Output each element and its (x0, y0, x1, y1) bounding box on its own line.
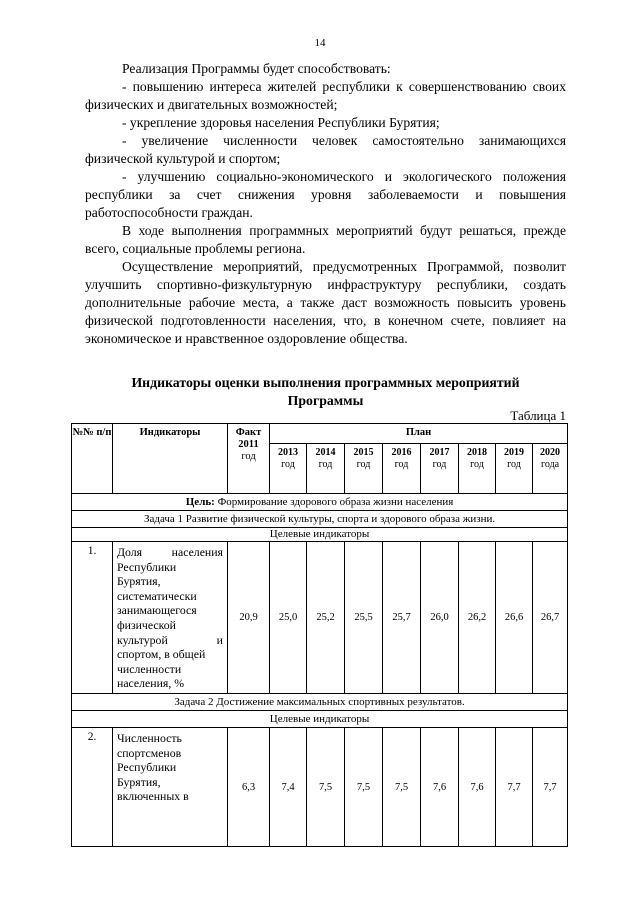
value-cell: 7,6 (459, 728, 496, 847)
header-year: 2020 года (533, 444, 568, 494)
value-cell: 25,5 (345, 542, 383, 694)
targets-row: Целевые индикаторы (72, 711, 568, 728)
value-cell: 7,6 (421, 728, 459, 847)
indicator-cell: Доля населения Республики Бурятия, систематически занимающегося физической культурой и спортом, в общей численности населения, % (113, 542, 228, 694)
value-cell: 7,7 (533, 728, 568, 847)
paragraph: - укрепление здоровья населения Республики Бурятия; (122, 115, 440, 130)
value-cell: 26,2 (459, 542, 496, 694)
value-cell: 7,5 (307, 728, 345, 847)
header-year: 2015 год (345, 444, 383, 494)
value-cell: 7,4 (270, 728, 307, 847)
table-title-line: Индикаторы оценки выполнения программных мероприятий (131, 375, 520, 390)
paragraph: Осуществление мероприятий, предусмотренных Программой, позволит улучшить спортивно-физкультурную инфраструктуру республики, создать дополнительные рабочие места, а также даст возможность повысить уровень физической подготовленности населения, что, в конечном счете, повлияет на экономическое и нравственное оздоровление общества. (85, 259, 566, 346)
value-cell: 26,6 (496, 542, 533, 694)
header-year: 2019 год (496, 444, 533, 494)
table-number: Таблица 1 (510, 408, 566, 423)
value-cell: 26,7 (533, 542, 568, 694)
paragraph: В ходе выполнения программных мероприятий будут решаться, прежде всего, социальные проблемы региона. (85, 223, 566, 256)
header-year: 2018 год (459, 444, 496, 494)
value-cell: 7,5 (345, 728, 383, 847)
value-cell: 20,9 (228, 542, 270, 694)
table-title (85, 374, 566, 410)
body-text (85, 60, 566, 348)
header-fact: Факт 2011 год (228, 424, 270, 494)
value-cell: 25,2 (307, 542, 345, 694)
row-number: 2. (72, 728, 113, 847)
goal-row: Цель: Формирование здорового образа жизни населения (72, 494, 568, 511)
row-number: 1. (72, 542, 113, 694)
paragraph: - увеличение численности человек самостоятельно занимающихся физической культурой и спортом; (85, 133, 566, 166)
indicators-table (71, 423, 568, 847)
indicator-cell: Численность спортсменов Республики Бурятия, включенных в (113, 728, 228, 847)
task-row: Задача 2 Достижение максимальных спортивных результатов. (72, 694, 568, 711)
value-cell: 25,7 (383, 542, 421, 694)
paragraph: Реализация Программы будет способствовать: (122, 61, 391, 76)
paragraph: - улучшению социально-экономического и экологического положения республики за счет снижения уровня заболеваемости и повышения работоспособности граждан. (85, 169, 566, 220)
task-row: Задача 1 Развитие физической культуры, спорта и здорового образа жизни. (72, 511, 568, 528)
value-cell: 26,0 (421, 542, 459, 694)
value-cell: 25,0 (270, 542, 307, 694)
header-num: №№ п/п (72, 424, 113, 494)
header-plan: План (270, 424, 568, 444)
header-indicators: Индикаторы (113, 424, 228, 494)
value-cell: 7,7 (496, 728, 533, 847)
header-year: 2017 год (421, 444, 459, 494)
header-year: 2013 год (270, 444, 307, 494)
table-title-line: Программы (287, 393, 364, 408)
header-year: 2016 год (383, 444, 421, 494)
value-cell: 7,5 (383, 728, 421, 847)
page-number: 14 (314, 37, 326, 49)
targets-row: Целевые индикаторы (72, 528, 568, 542)
header-year: 2014 год (307, 444, 345, 494)
paragraph: - повышению интереса жителей республики к совершенствованию своих физических и двигательных возможностей; (85, 79, 566, 112)
value-cell: 6,3 (228, 728, 270, 847)
